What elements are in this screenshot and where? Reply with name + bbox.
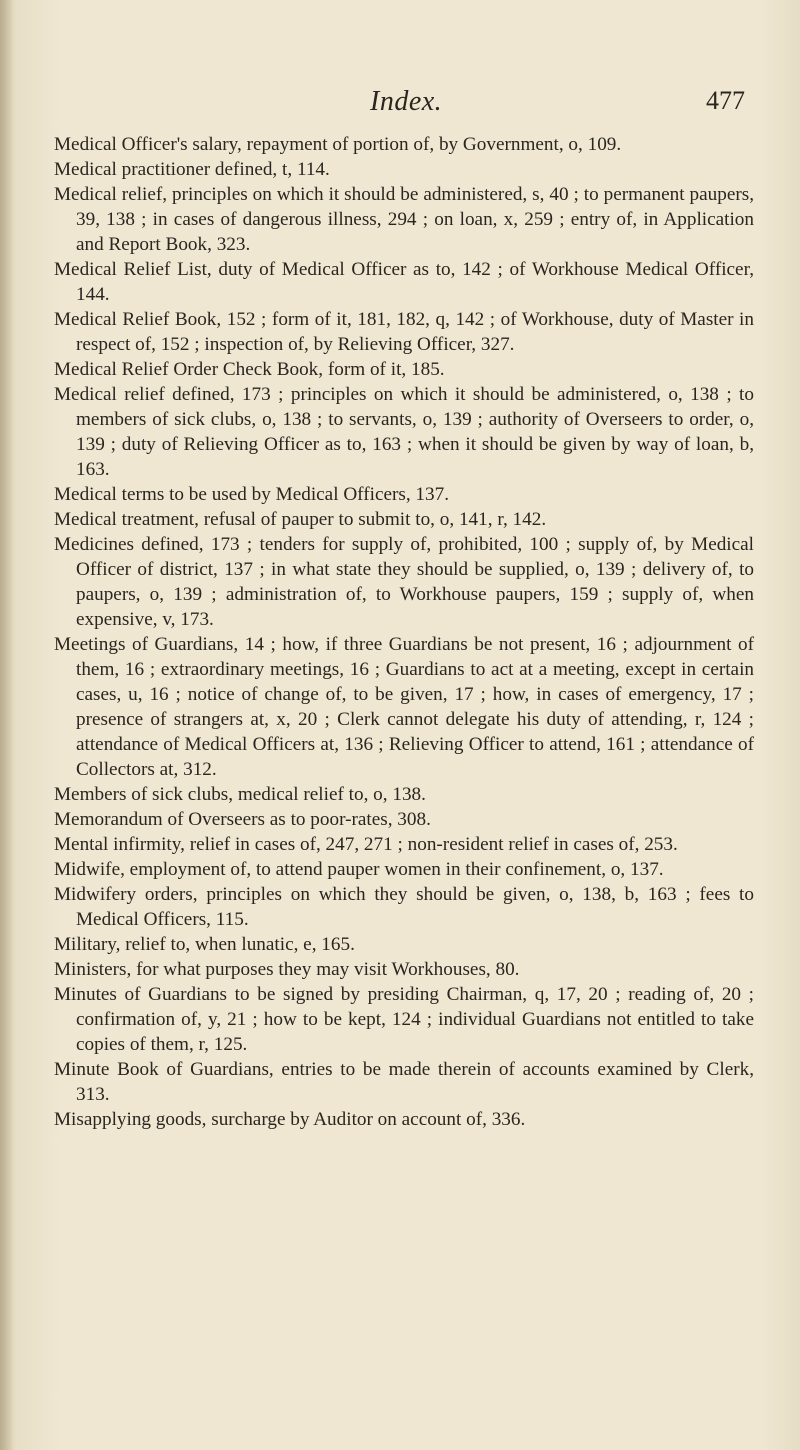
index-entry: Medical practitioner defined, t, 114. [54,159,330,180]
index-entry: Medical relief, principles on which it should be administered, s, 40 ; to permanent paupers, 39, 138 ; in cases of dangerous illness, 294 ; on loan, x, 259 ; entry of, in Application and Report Book, 323. [54,184,754,255]
index-entry: Military, relief to, when lunatic, e, 165. [54,934,355,955]
index-entry: Midwife, employment of, to attend pauper women in their confinement, o, 137. [54,859,664,880]
index-entry: Memorandum of Overseers as to poor-rates, 308. [54,809,431,830]
index-entry: Medical treatment, refusal of pauper to submit to, o, 141, r, 142. [54,509,547,530]
index-entry: Medical Officer's salary, repayment of portion of, by Government, o, 109. [54,134,622,155]
index-entry: Medical Relief Order Check Book, form of it, 185. [54,359,445,380]
index-entry: Medical Relief List, duty of Medical Officer as to, 142 ; of Workhouse Medical Officer, 144. [54,259,754,305]
page-header [0,86,800,126]
page-number: 477 [706,86,745,115]
index-entry: Minutes of Guardians to be signed by presiding Chairman, q, 17, 20 ; reading of, 20 ; confirmation of, y, 21 ; how to be kept, 124 ; individual Guardians not entitled to take copies of them, r, 125. [54,984,754,1055]
index-entry: Ministers, for what purposes they may visit Workhouses, 80. [54,959,520,980]
index-entry: Meetings of Guardians, 14 ; how, if three Guardians be not present, 16 ; adjournment of them, 16 ; extraordinary meetings, 16 ; Guardians to act at a meeting, except in certain cases, u, 16 ; notice of change of, to be given, 17 ; how, in cases of emergency, 17 ; presence of strangers at, x, 20 ; Clerk cannot delegate his duty of attending, r, 124 ; attendance of Medical Officers at, 136 ; Relieving Officer to attend, 161 ; attendance of Collectors at, 312. [54,634,754,780]
index-entry: Members of sick clubs, medical relief to, o, 138. [54,784,426,805]
index-entry: Medical relief defined, 173 ; principles on which it should be administered, o, 138 ; to members of sick clubs, o, 138 ; to servants, o, 139 ; authority of Overseers to order, o, 139 ; duty of Relieving Officer as to, 163 ; when it should be given by way of loan, b, 163. [54,384,754,480]
index-entries [54,132,754,1132]
index-entry: Mental infirmity, relief in cases of, 247, 271 ; non-resident relief in cases of, 253. [54,834,678,855]
index-entry: Medical Relief Book, 152 ; form of it, 181, 182, q, 142 ; of Workhouse, duty of Master in respect of, 152 ; inspection of, by Relieving Officer, 327. [54,309,754,355]
running-title: Index. [370,86,443,117]
index-entry: Misapplying goods, surcharge by Auditor on account of, 336. [54,1109,526,1130]
index-entry: Medicines defined, 173 ; tenders for supply of, prohibited, 100 ; supply of, by Medical Officer of district, 137 ; in what state they should be supplied, o, 139 ; delivery of, to paupers, o, 139 ; administration of, to Workhouse paupers, 159 ; supply of, when expensive, v, 173. [54,534,754,630]
index-entry: Medical terms to be used by Medical Officers, 137. [54,484,450,505]
index-entry: Minute Book of Guardians, entries to be made therein of accounts examined by Clerk, 313. [54,1059,754,1105]
index-entry: Midwifery orders, principles on which they should be given, o, 138, b, 163 ; fees to Medical Officers, 115. [54,884,754,930]
spine-shadow [0,0,14,1450]
